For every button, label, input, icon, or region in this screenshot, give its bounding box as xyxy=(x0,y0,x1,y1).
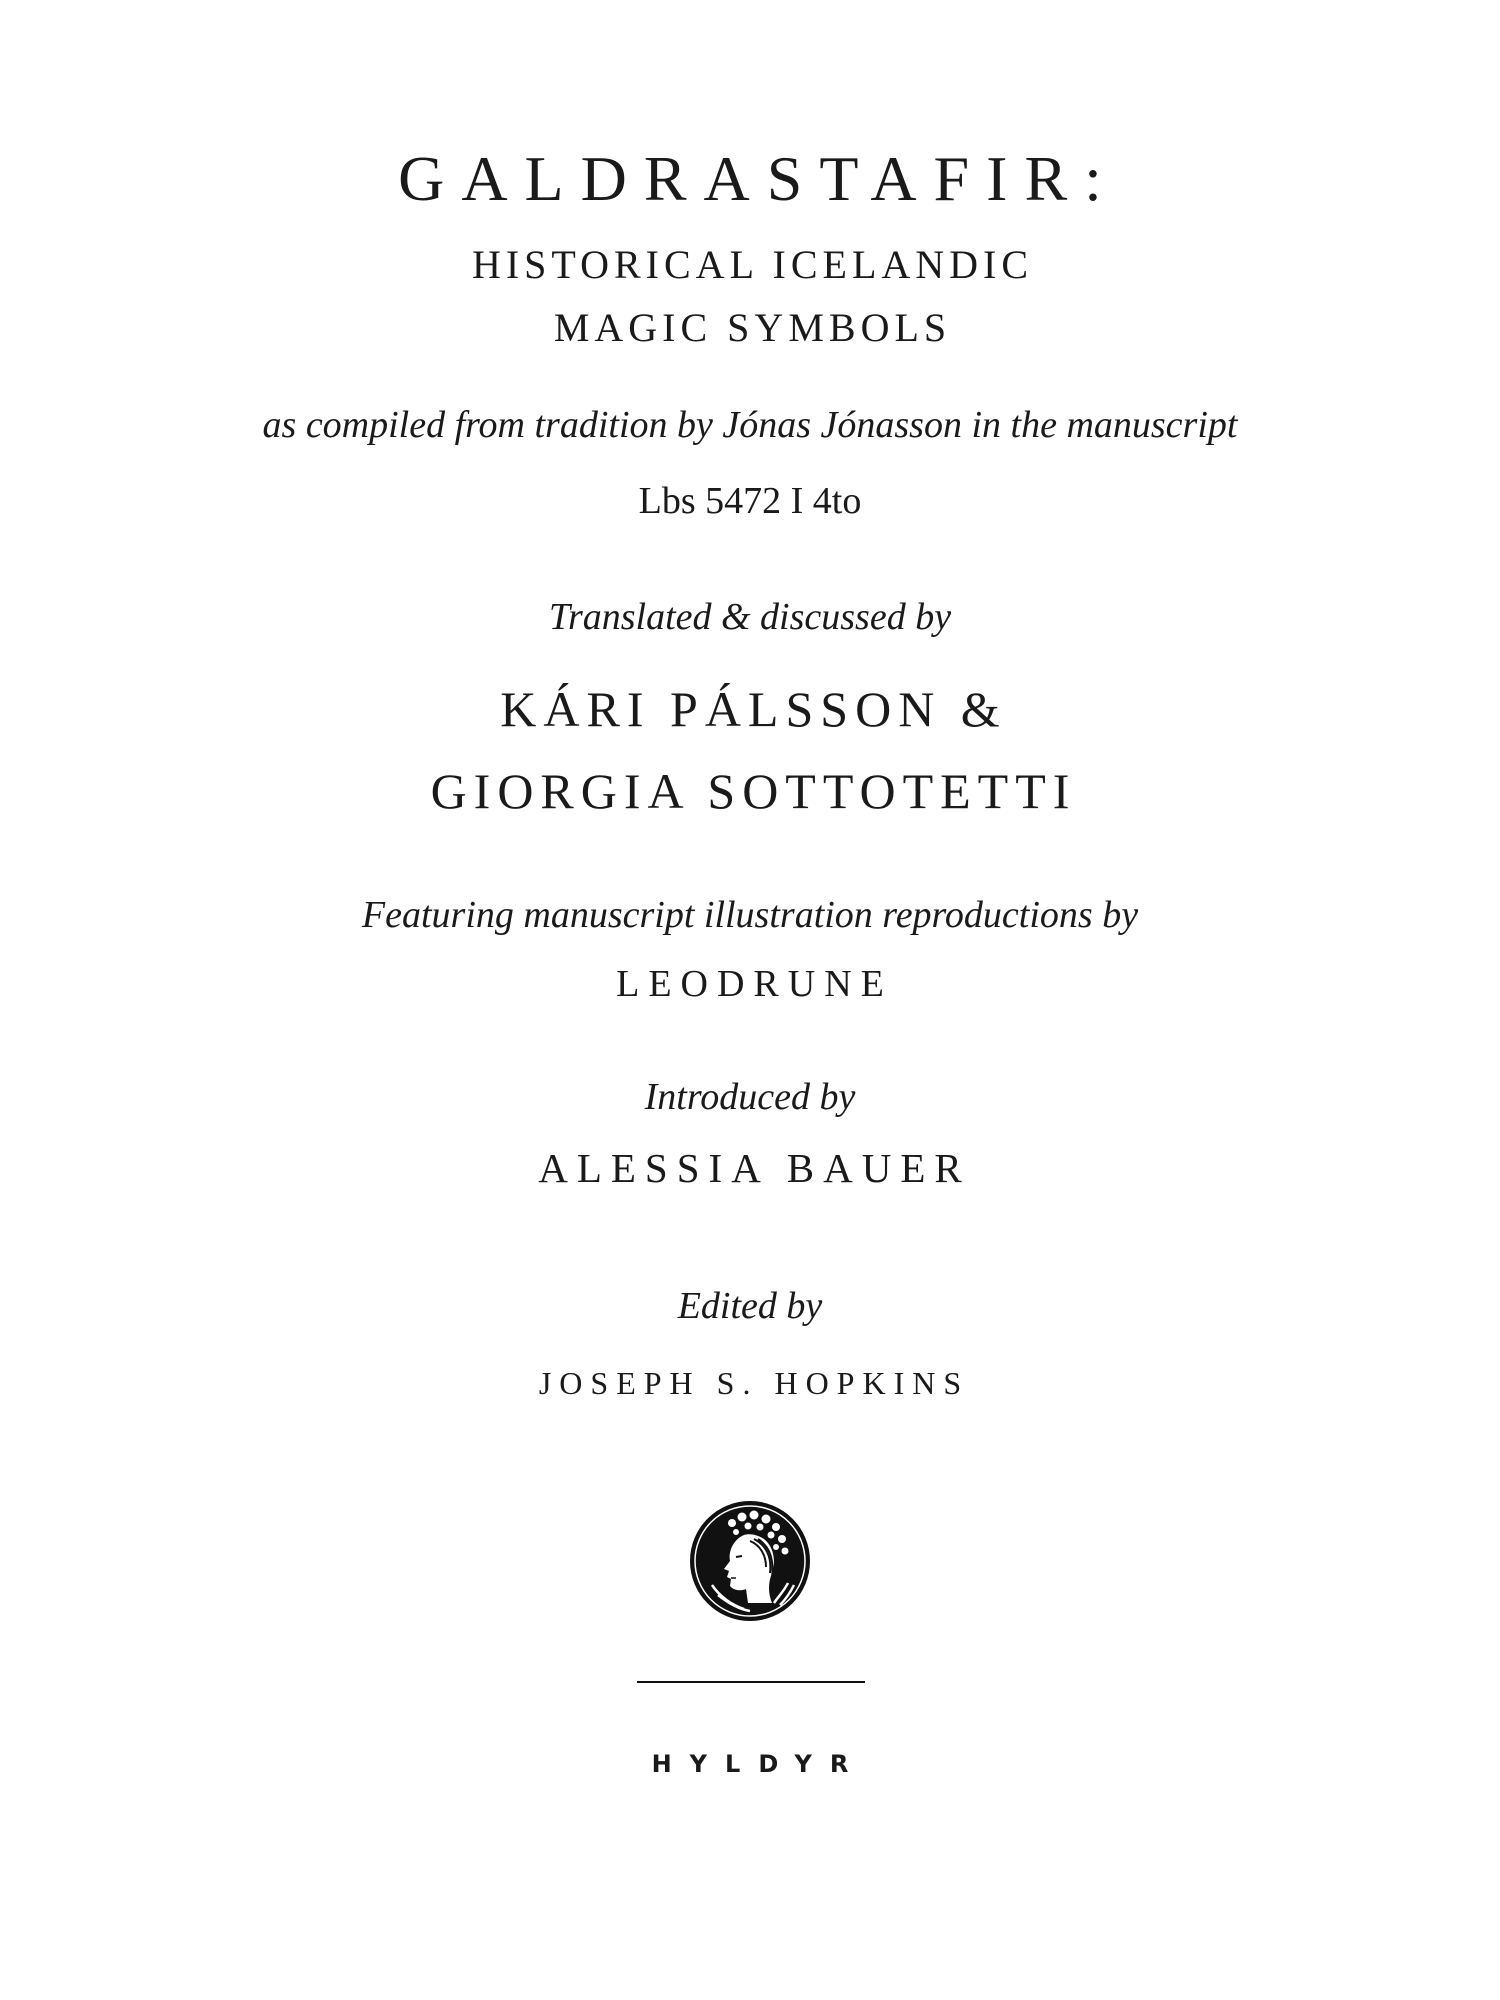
subtitle-line-1: HISTORICAL ICELANDIC xyxy=(471,242,1034,287)
illustrator-name: LEODRUNE xyxy=(616,963,893,1005)
introducer-name: ALESSIA BAUER xyxy=(538,1145,971,1191)
edited-label: Edited by xyxy=(677,1285,823,1327)
compiled-note: as compiled from tradition by Jónas Jónasson in the manuscript xyxy=(262,404,1238,446)
book-title: GALDRASTAFIR: xyxy=(398,143,1119,214)
introduced-label: Introduced by xyxy=(644,1076,856,1118)
subtitle-line-2: MAGIC SYMBOLS xyxy=(553,305,952,350)
authors-line-2: GIORGIA SOTTOTETTI xyxy=(430,763,1077,819)
divider-rule xyxy=(637,1681,865,1683)
authors-line-1: KÁRI PÁLSSON & xyxy=(500,681,1007,737)
manuscript-shelfmark: Lbs 5472 I 4to xyxy=(638,480,862,522)
translated-label: Translated & discussed by xyxy=(548,596,952,638)
woman-profile-emblem-icon xyxy=(688,1499,812,1623)
illustration-label: Featuring manuscript illustration reproductions by xyxy=(361,894,1139,936)
editor-name: JOSEPH S. HOPKINS xyxy=(538,1365,970,1401)
publisher-name: HYLDYR xyxy=(651,1750,867,1778)
